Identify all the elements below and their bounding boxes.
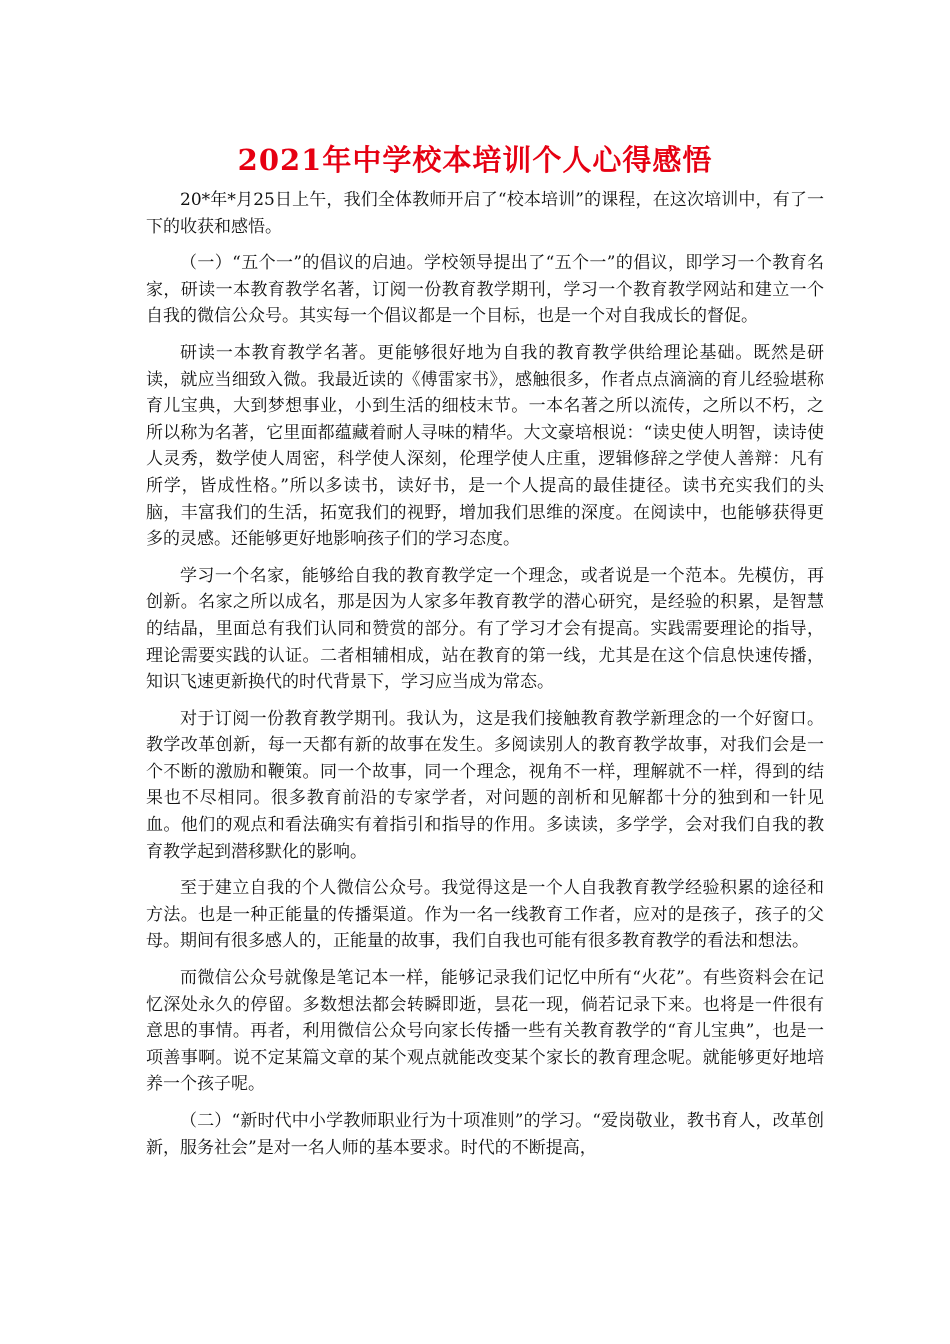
paragraph: 研读一本教育教学名著。更能够很好地为自我的教育教学供给理论基础。既然是研读，就应当细致入微。我最近读的《傅雷家书》，感触很多，作者点点滴滴的育儿经验堪称育儿宝典，大到梦想事业，小到生活的细枝末节。一本名著之所以流传，之所以不朽，之所以称为名著，它里面都蕴藏着耐人寻味的精华。大文豪培根说：“读史使人明智，读诗使人灵秀，数学使人周密，科学使人深刻，伦理学使人庄重，逻辑修辞之学使人善辩：凡有所学，皆成性格。”所以多读书，读好书，是一个人提高的最佳捷径。读书充实我们的头脑，丰富我们的生活，拓宽我们的视野，增加我们思维的深度。在阅读中，也能够获得更多的灵感。还能够更好地影响孩子们的学习态度。 bbox=[146, 342, 824, 550]
paragraph: 学习一个名家，能够给自我的教育教学定一个理念，或者说是一个范本。先模仿，再创新。名家之所以成名，那是因为人家多年教育教学的潜心研究，是经验的积累，是智慧的结晶，里面总有我们认同和赞赏的部分。有了学习才会有提高。实践需要理论的指导，理论需要实践的认证。二者相辅相成，站在教育的第一线，尤其是在这个信息快速传播，知识飞速更新换代的时代背景下，学习应当成为常态。 bbox=[146, 565, 824, 693]
paragraph: 20*年*月25日上午，我们全体教师开启了“校本培训”的课程，在这次培训中，有了一下的收获和感悟。 bbox=[146, 190, 824, 237]
paragraph: （二）“新时代中小学教师职业行为十项准则”的学习。“爱岗敬业，教书育人，改革创新，服务社会”是对一名人师的基本要求。时代的不断提高， bbox=[146, 1111, 824, 1158]
document-title: 2021年中学校本培训个人心得感悟 bbox=[237, 143, 713, 177]
paragraph: 而微信公众号就像是笔记本一样，能够记录我们记忆中所有“火花”。有些资料会在记忆深处永久的停留。多数想法都会转瞬即逝，昙花一现，倘若记录下来。也将是一件很有意思的事情。再者，利用微信公众号向家长传播一些有关教育教学的“育儿宝典”，也是一项善事啊。说不定某篇文章的某个观点就能改变某个家长的教育理念呢。就能够更好地培养一个孩子呢。 bbox=[146, 968, 824, 1095]
paragraph: 对于订阅一份教育教学期刊。我认为，这是我们接触教育教学新理念的一个好窗口。教学改革创新，每一天都有新的故事在发生。多阅读别人的教育教学故事，对我们会是一个不断的激励和鞭策。同一个故事，同一个理念，视角不一样，理解就不一样，得到的结果也不尽相同。很多教育前沿的专家学者，对问题的剖析和见解都十分的独到和一针见血。他们的观点和看法确实有着指引和指导的作用。多读读，多学学，会对我们自我的教育教学起到潜移默化的影响。 bbox=[146, 708, 824, 862]
document-body bbox=[146, 187, 824, 1171]
paragraph: （一）“五个一”的倡议的启迪。学校领导提出了“五个一”的倡议，即学习一个教育名家，研读一本教育教学名著，订阅一份教育教学期刊，学习一个教育教学网站和建立一个自我的微信公众号。其实每一个倡议都是一个目标，也是一个对自我成长的督促。 bbox=[146, 253, 824, 327]
paragraph: 至于建立自我的个人微信公众号。我觉得这是一个人自我教育教学经验积累的途径和方法。也是一种正能量的传播渠道。作为一名一线教育工作者，应对的是孩子，孩子的父母。期间有很多感人的，正能量的故事，我们自我也可能有很多教育教学的看法和想法。 bbox=[146, 878, 824, 952]
